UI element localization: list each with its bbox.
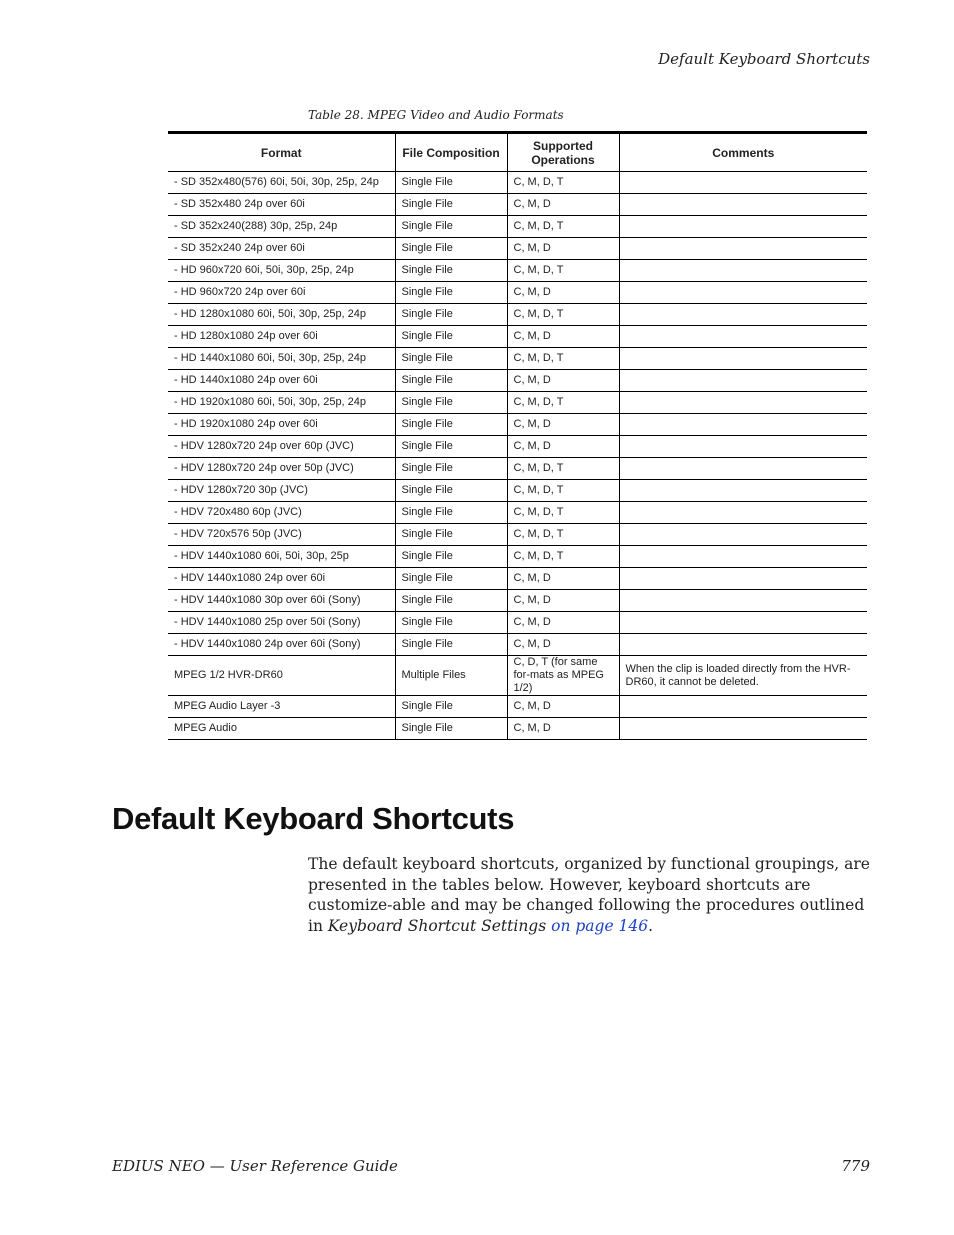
table-row	[168, 718, 867, 740]
cell-format: - SD 352x240 24p over 60i	[168, 238, 395, 260]
body-text-end: .	[648, 916, 654, 935]
cell-format: - HDV 720x576 50p (JVC)	[168, 524, 395, 546]
table-row	[168, 696, 867, 718]
cell-supported-operations: C, M, D, T	[507, 502, 619, 524]
cell-file-composition: Single File	[395, 436, 507, 458]
table-caption: Table 28. MPEG Video and Audio Formats	[308, 108, 564, 122]
cell-file-composition: Single File	[395, 718, 507, 740]
cell-comments	[619, 238, 867, 260]
table-row	[168, 216, 867, 238]
cell-file-composition: Single File	[395, 238, 507, 260]
cell-comments	[619, 634, 867, 656]
cell-comments	[619, 282, 867, 304]
cell-format: - HDV 1280x720 24p over 60p (JVC)	[168, 436, 395, 458]
cell-file-composition: Single File	[395, 194, 507, 216]
cell-format: - HDV 1280x720 30p (JVC)	[168, 480, 395, 502]
cell-supported-operations: C, M, D, T	[507, 216, 619, 238]
section-heading: Default Keyboard Shortcuts	[112, 801, 515, 836]
cell-format: - HD 1440x1080 60i, 50i, 30p, 25p, 24p	[168, 348, 395, 370]
cell-supported-operations: C, M, D	[507, 282, 619, 304]
cell-comments	[619, 436, 867, 458]
cell-format: - HD 960x720 60i, 50i, 30p, 25p, 24p	[168, 260, 395, 282]
cell-format: - HD 1920x1080 60i, 50i, 30p, 25p, 24p	[168, 392, 395, 414]
table-row	[168, 238, 867, 260]
cell-supported-operations: C, M, D	[507, 590, 619, 612]
cell-comments	[619, 392, 867, 414]
cell-supported-operations: C, M, D	[507, 568, 619, 590]
cell-format: MPEG Audio Layer -3	[168, 696, 395, 718]
cell-comments	[619, 260, 867, 282]
cell-file-composition: Single File	[395, 458, 507, 480]
table-row	[168, 502, 867, 524]
cell-format: MPEG Audio	[168, 718, 395, 740]
cell-format: - HDV 1440x1080 30p over 60i (Sony)	[168, 590, 395, 612]
table-row	[168, 172, 867, 194]
cell-format: - HDV 1440x1080 60i, 50i, 30p, 25p	[168, 546, 395, 568]
cell-format: - HDV 1440x1080 24p over 60i	[168, 568, 395, 590]
cell-comments	[619, 216, 867, 238]
cell-format: MPEG 1/2 HVR-DR60	[168, 656, 395, 696]
cell-supported-operations: C, M, D, T	[507, 348, 619, 370]
cell-supported-operations: C, M, D, T	[507, 480, 619, 502]
table-row	[168, 392, 867, 414]
cell-format: - HD 960x720 24p over 60i	[168, 282, 395, 304]
page-number: 779	[841, 1157, 870, 1175]
table-header-row	[168, 133, 867, 172]
table-row	[168, 524, 867, 546]
cell-format: - SD 352x480(576) 60i, 50i, 30p, 25p, 24p	[168, 172, 395, 194]
cell-file-composition: Single File	[395, 590, 507, 612]
cell-supported-operations: C, M, D	[507, 718, 619, 740]
cell-file-composition: Single File	[395, 304, 507, 326]
cell-comments	[619, 480, 867, 502]
table-row	[168, 568, 867, 590]
cell-format: - HD 1280x1080 24p over 60i	[168, 326, 395, 348]
cell-format: - HD 1440x1080 24p over 60i	[168, 370, 395, 392]
cell-comments: When the clip is loaded directly from the HVR-DR60, it cannot be deleted.	[619, 656, 867, 696]
cell-file-composition: Single File	[395, 348, 507, 370]
cell-supported-operations: C, M, D	[507, 414, 619, 436]
cell-supported-operations: C, M, D, T	[507, 304, 619, 326]
cell-supported-operations: C, M, D	[507, 370, 619, 392]
column-header-format: Format	[168, 133, 395, 172]
cell-comments	[619, 546, 867, 568]
column-header-supported-operations: Supported Operations	[507, 133, 619, 172]
cell-supported-operations: C, M, D	[507, 194, 619, 216]
cell-supported-operations: C, M, D	[507, 634, 619, 656]
cell-file-composition: Single File	[395, 502, 507, 524]
table-row	[168, 282, 867, 304]
page-link[interactable]: on page 146	[551, 916, 649, 935]
cross-reference-title: Keyboard Shortcut Settings	[327, 916, 547, 935]
cell-supported-operations: C, M, D, T	[507, 172, 619, 194]
cell-format: - HDV 1440x1080 25p over 50i (Sony)	[168, 612, 395, 634]
cell-comments	[619, 370, 867, 392]
table-row	[168, 326, 867, 348]
cell-comments	[619, 414, 867, 436]
table-row	[168, 634, 867, 656]
table-row	[168, 656, 867, 696]
cell-file-composition: Multiple Files	[395, 656, 507, 696]
cell-file-composition: Single File	[395, 524, 507, 546]
cell-file-composition: Single File	[395, 480, 507, 502]
cell-supported-operations: C, M, D, T	[507, 546, 619, 568]
cell-file-composition: Single File	[395, 414, 507, 436]
table-row	[168, 612, 867, 634]
cell-comments	[619, 458, 867, 480]
table-row	[168, 414, 867, 436]
cell-file-composition: Single File	[395, 260, 507, 282]
cell-comments	[619, 524, 867, 546]
cell-comments	[619, 696, 867, 718]
cell-file-composition: Single File	[395, 172, 507, 194]
body-paragraph	[308, 854, 873, 936]
table-row	[168, 194, 867, 216]
cell-comments	[619, 172, 867, 194]
table-body	[168, 172, 867, 740]
cell-format: - SD 352x240(288) 30p, 25p, 24p	[168, 216, 395, 238]
cell-comments	[619, 326, 867, 348]
cell-file-composition: Single File	[395, 696, 507, 718]
cell-format: - SD 352x480 24p over 60i	[168, 194, 395, 216]
table-row	[168, 260, 867, 282]
cell-supported-operations: C, M, D, T	[507, 458, 619, 480]
cell-supported-operations: C, M, D, T	[507, 524, 619, 546]
cell-file-composition: Single File	[395, 546, 507, 568]
cell-file-composition: Single File	[395, 634, 507, 656]
table-row	[168, 348, 867, 370]
cell-comments	[619, 348, 867, 370]
cell-supported-operations: C, M, D, T	[507, 260, 619, 282]
cell-file-composition: Single File	[395, 612, 507, 634]
mpeg-formats-table	[168, 131, 867, 740]
table-row	[168, 546, 867, 568]
table-row	[168, 370, 867, 392]
cell-comments	[619, 590, 867, 612]
table-row	[168, 590, 867, 612]
cell-supported-operations: C, M, D	[507, 326, 619, 348]
table-row	[168, 436, 867, 458]
footer-title: EDIUS NEO — User Reference Guide	[112, 1157, 398, 1175]
cell-supported-operations: C, M, D	[507, 238, 619, 260]
running-header: Default Keyboard Shortcuts	[658, 50, 870, 68]
cell-supported-operations: C, D, T (for same for-mats as MPEG 1/2)	[507, 656, 619, 696]
cell-file-composition: Single File	[395, 392, 507, 414]
cell-comments	[619, 502, 867, 524]
table-row	[168, 480, 867, 502]
column-header-file-composition: File Composition	[395, 133, 507, 172]
cell-file-composition: Single File	[395, 326, 507, 348]
cell-comments	[619, 568, 867, 590]
column-header-comments: Comments	[619, 133, 867, 172]
cell-format: - HD 1280x1080 60i, 50i, 30p, 25p, 24p	[168, 304, 395, 326]
cell-supported-operations: C, M, D	[507, 696, 619, 718]
cell-comments	[619, 612, 867, 634]
cell-format: - HDV 1440x1080 24p over 60i (Sony)	[168, 634, 395, 656]
cell-file-composition: Single File	[395, 216, 507, 238]
cell-file-composition: Single File	[395, 370, 507, 392]
cell-format: - HD 1920x1080 24p over 60i	[168, 414, 395, 436]
cell-file-composition: Single File	[395, 568, 507, 590]
cell-file-composition: Single File	[395, 282, 507, 304]
cell-format: - HDV 1280x720 24p over 50p (JVC)	[168, 458, 395, 480]
table-row	[168, 458, 867, 480]
cell-supported-operations: C, M, D	[507, 436, 619, 458]
cell-comments	[619, 718, 867, 740]
cell-format: - HDV 720x480 60p (JVC)	[168, 502, 395, 524]
cell-supported-operations: C, M, D	[507, 612, 619, 634]
cell-comments	[619, 304, 867, 326]
body-text: The default keyboard shortcuts, organized by functional groupings, are presented in the tables below. However, keyboard shortcuts are customize-able and may be changed following the procedures outlined in	[308, 855, 870, 935]
cell-comments	[619, 194, 867, 216]
table-row	[168, 304, 867, 326]
cell-supported-operations: C, M, D, T	[507, 392, 619, 414]
